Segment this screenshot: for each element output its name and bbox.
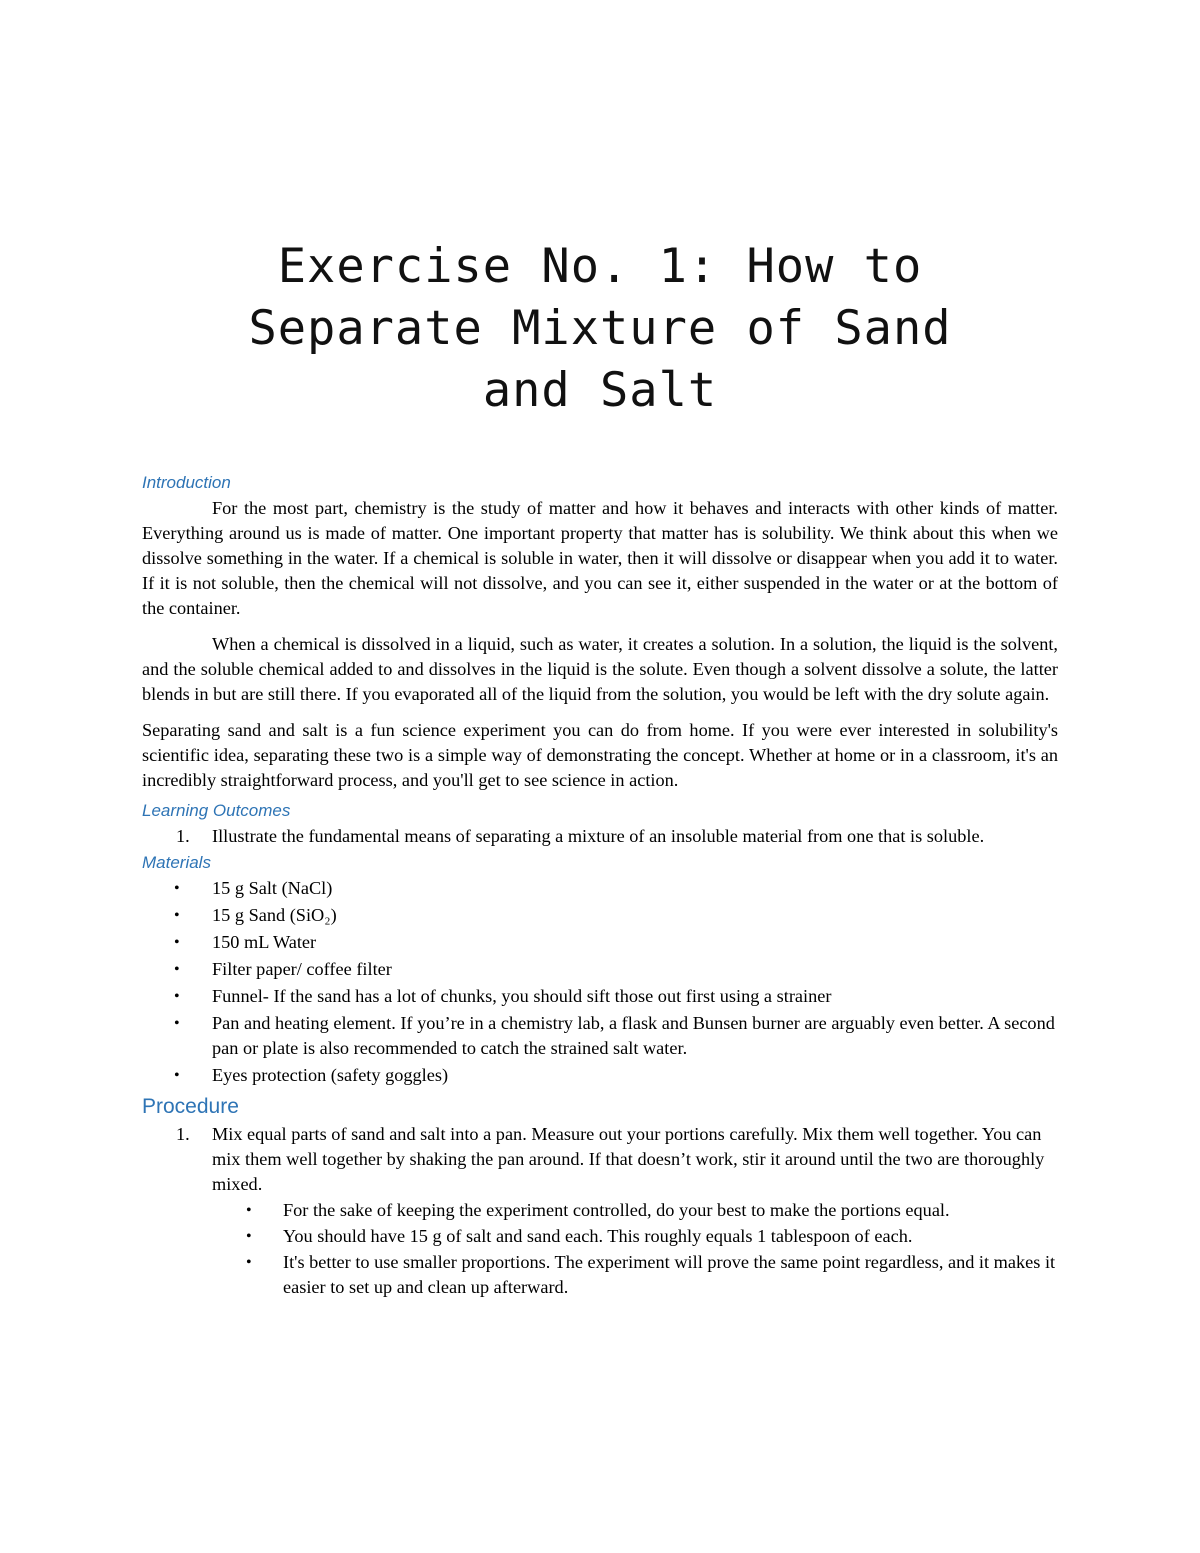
bullet-icon: • [174,907,180,924]
materials-item-text: 15 g Salt (NaCl) [212,878,333,898]
materials-item-text: 15 g Sand (SiO₂) [212,905,337,925]
materials-list [142,876,1058,1088]
bullet-icon: • [174,988,180,1005]
document-title [142,236,1058,422]
introduction-paragraph-3: Separating sand and salt is a fun science experiment you can do from home. If you were ever interested in solubility's scientific idea, separating these two is a simple way of demonstrating the concept. Whether at home or in a classroom, it's an incredibly straightforward process, and you'll get to see science in action. [142,720,1058,790]
list-number: 1. [176,1124,190,1144]
introduction-paragraph-2: When a chemical is dissolved in a liquid, such as water, it creates a solution. In a solution, the liquid is the solvent, and the soluble chemical added to and dissolves in the liquid is the solute. Even though a solvent dissolve a solute, the latter blends in but are still there. If you evaporated all of the liquid from the solution, you would be left with the dry solute again. [142,634,1058,704]
materials-item [142,1063,1058,1088]
materials-item [142,1011,1058,1061]
procedure-sub-item [142,1224,1058,1249]
materials-item [142,984,1058,1009]
materials-item-text: Pan and heating element. If you’re in a chemistry lab, a flask and Bunsen burner are arguably even better. A second pan or plate is also recommended to catch the strained salt water. [212,1013,1055,1058]
learning-outcome-item [142,824,1058,849]
bullet-icon: • [246,1228,252,1245]
introduction-heading: Introduction [142,473,231,492]
title-line-2: Separate Mixture of Sand [248,301,952,356]
procedure-sub-list [142,1198,1058,1300]
materials-item-text: Filter paper/ coffee filter [212,959,392,979]
bullet-icon: • [246,1254,252,1271]
title-line-1: Exercise No. 1: How to [277,239,923,294]
procedure-step-text: Mix equal parts of sand and salt into a pan. Measure out your portions carefully. Mix them well together. You can mix them well together by shaking the pan around. If that doesn’t work, stir it around until the two are thoroughly mixed. [212,1124,1045,1194]
bullet-icon: • [174,1067,180,1084]
bullet-icon: • [246,1202,252,1219]
procedure-sub-item-text: For the sake of keeping the experiment controlled, do your best to make the portions equal. [283,1200,950,1220]
materials-item [142,876,1058,901]
bullet-icon: • [174,880,180,897]
materials-heading: Materials [142,853,211,872]
materials-item [142,930,1058,955]
procedure-heading: Procedure [142,1095,239,1118]
procedure-step [142,1122,1058,1197]
materials-item [142,957,1058,982]
title-line-3: and Salt [482,363,718,418]
bullet-icon: • [174,961,180,978]
list-number: 1. [176,826,190,846]
document-body [142,470,1058,1301]
procedure-sub-item-text: You should have 15 g of salt and sand each. This roughly equals 1 tablespoon of each. [283,1226,913,1246]
materials-item-text: 150 mL Water [212,932,317,952]
procedure-sub-item [142,1198,1058,1223]
procedure-sub-item [142,1250,1058,1300]
learning-outcome-text: Illustrate the fundamental means of separating a mixture of an insoluble material from one that is soluble. [212,826,985,846]
materials-item-text: Eyes protection (safety goggles) [212,1065,449,1085]
procedure-list [142,1122,1058,1197]
bullet-icon: • [174,1015,180,1032]
bullet-icon: • [174,934,180,951]
learning-outcomes-heading: Learning Outcomes [142,801,291,820]
materials-item [142,903,1058,928]
materials-item-text: Funnel- If the sand has a lot of chunks, you should sift those out first using a strainer [212,986,832,1006]
introduction-paragraph-1: For the most part, chemistry is the study of matter and how it behaves and interacts with other kinds of matter. Everything around us is made of matter. One important property that matter has is solubility. We think about this when we dissolve something in the water. If a chemical is soluble in water, then it will dissolve or disappear when you add it to water. If it is not soluble, then the chemical will not dissolve, and you can see it, either suspended in the water or at the bottom of the container. [142,498,1058,618]
procedure-sub-item-text: It's better to use smaller proportions. The experiment will prove the same point regardless, and it makes it easier to set up and clean up afterward. [283,1252,1056,1297]
learning-outcomes-list [142,824,1058,849]
